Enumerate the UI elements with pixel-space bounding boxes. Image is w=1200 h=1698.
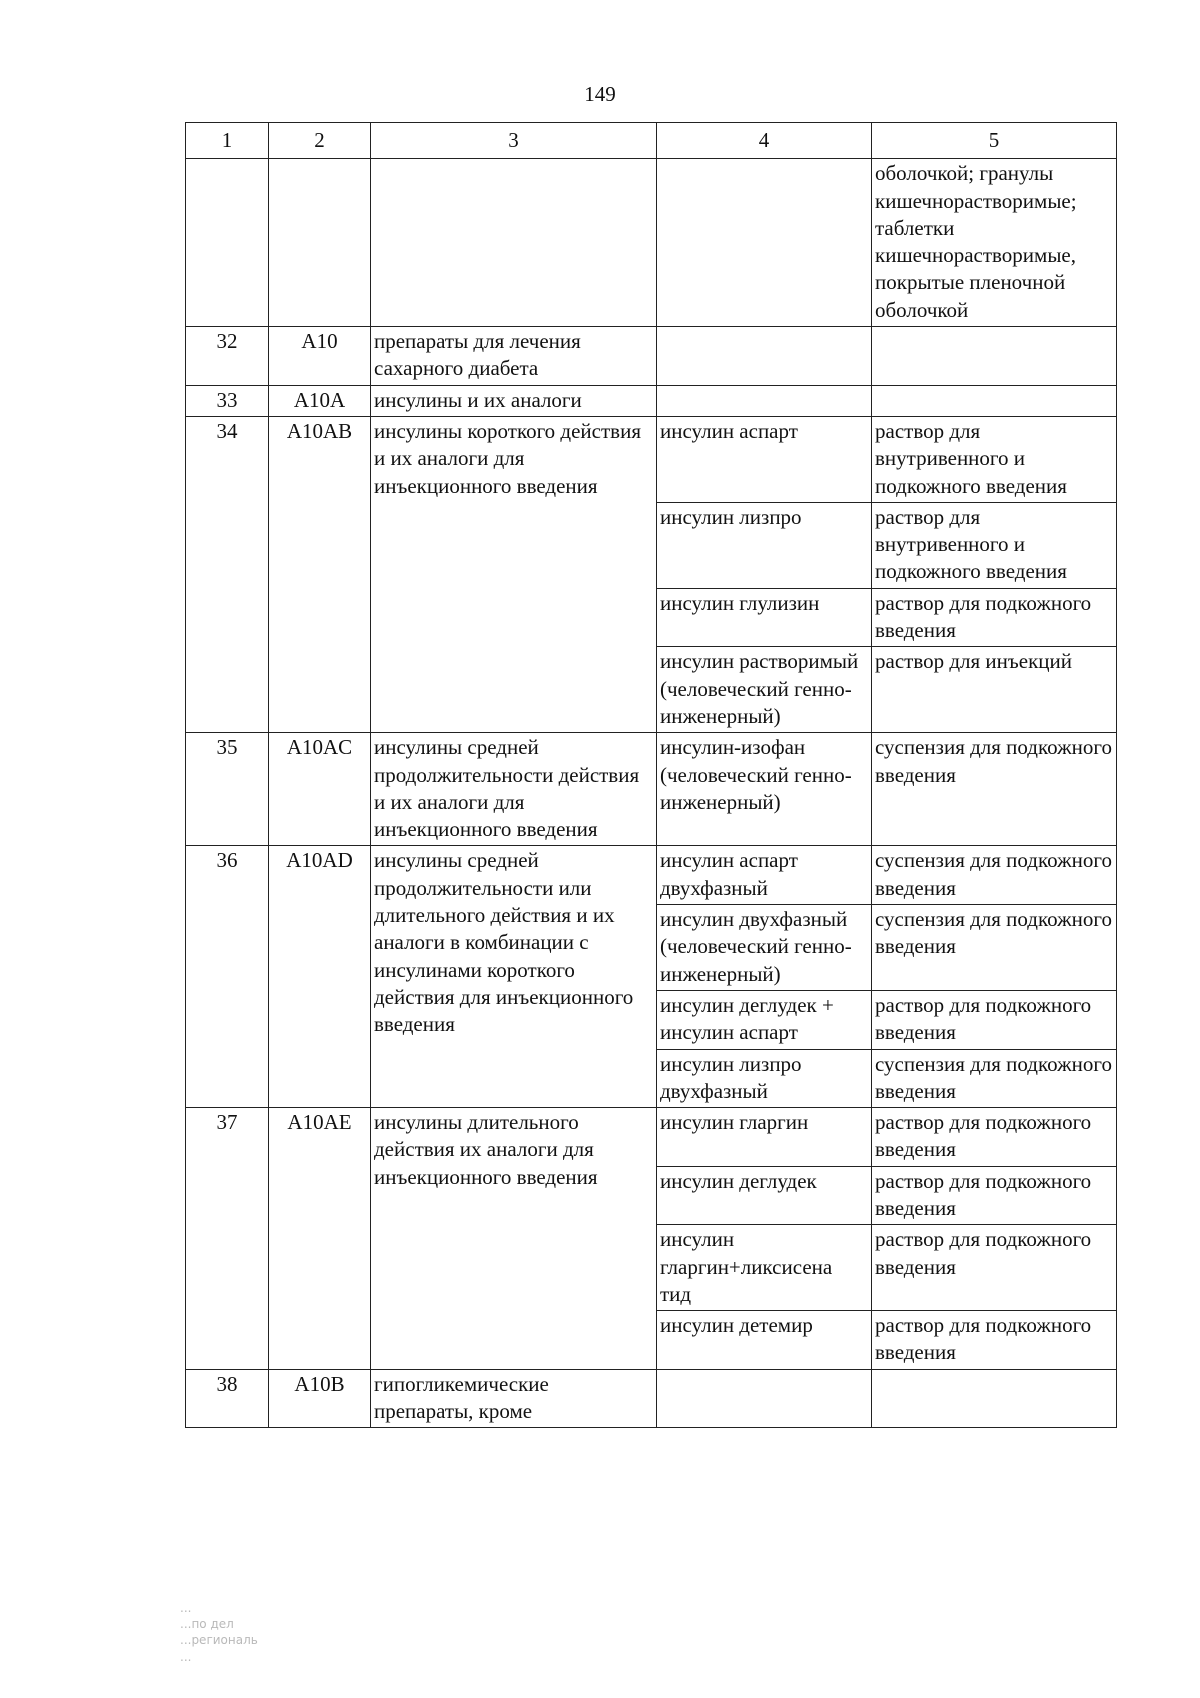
group-name: инсулины короткого действия и их аналоги для инъекционного введения [371, 416, 657, 732]
drug-name: инсулин детемир [657, 1311, 872, 1370]
drug-name: инсулин аспарт двухфазный [657, 846, 872, 905]
atc-code: A10AB [269, 416, 371, 732]
dosage-form: раствор для внутривенного и подкожного введения [872, 416, 1117, 502]
header-cell: 3 [371, 123, 657, 159]
dosage-form: раствор для подкожного введения [872, 1166, 1117, 1225]
stamp-line: ... [180, 1649, 192, 1664]
row-number: 37 [186, 1108, 269, 1370]
drug-name: инсулин лизпро [657, 502, 872, 588]
header-cell: 1 [186, 123, 269, 159]
dosage-form: суспензия для подкожного введения [872, 1049, 1117, 1108]
drug-name: инсулин деглудек + инсулин аспарт [657, 990, 872, 1049]
group-name: гипогликемические препараты, кроме [371, 1369, 657, 1428]
atc-code: A10AC [269, 733, 371, 846]
table-row [186, 1369, 1117, 1428]
drug-name: инсулин лизпро двухфазный [657, 1049, 872, 1108]
atc-code: A10AD [269, 846, 371, 1108]
drug-name: инсулин двухфазный (человеческий генно-инженерный) [657, 905, 872, 991]
faint-stamp [180, 1600, 370, 1665]
dosage-form: раствор для подкожного введения [872, 1311, 1117, 1370]
row-number: 36 [186, 846, 269, 1108]
table-row [186, 1108, 1117, 1167]
drug-name: инсулин растворимый (человеческий генно-инженерный) [657, 647, 872, 733]
dosage-form: раствор для подкожного введения [872, 1225, 1117, 1311]
table-row [186, 416, 1117, 502]
dosage-form: раствор для инъекций [872, 647, 1117, 733]
row-number: 33 [186, 385, 269, 416]
dosage-form: раствор для подкожного введения [872, 990, 1117, 1049]
drug-name: инсулин гларгин+ликсисена тид [657, 1225, 872, 1311]
atc-code: A10B [269, 1369, 371, 1428]
dosage-form: суспензия для подкожного введения [872, 733, 1117, 846]
drug-name: инсулин гларгин [657, 1108, 872, 1167]
dosage-form: суспензия для подкожного введения [872, 846, 1117, 905]
stamp-line: ... [180, 1601, 192, 1615]
page-number: 149 [584, 82, 616, 106]
header-cell: 2 [269, 123, 371, 159]
table-row [186, 159, 1117, 327]
atc-code: A10A [269, 385, 371, 416]
table-row [186, 846, 1117, 905]
row-number: 38 [186, 1369, 269, 1428]
stamp-line: ...по дел [180, 1617, 234, 1632]
drug-name: инсулин-изофан (человеческий генно-инженерный) [657, 733, 872, 846]
dosage-form: раствор для подкожного введения [872, 1108, 1117, 1167]
drug-table [185, 122, 1117, 1428]
table-row [186, 733, 1117, 846]
row-number: 34 [186, 416, 269, 732]
drug-name: инсулин аспарт [657, 416, 872, 502]
dosage-form: оболочкой; гранулы кишечнорастворимые; таблетки кишечнорастворимые, покрытые пленочной оболочкой [872, 159, 1117, 327]
dosage-form: раствор для внутривенного и подкожного введения [872, 502, 1117, 588]
header-cell: 4 [657, 123, 872, 159]
group-name: инсулины средней продолжительности или длительного действия и их аналоги в комбинации с инсулинами короткого действия для инъекционного введения [371, 846, 657, 1108]
stamp-line: ...региональ [180, 1633, 258, 1648]
dosage-form: суспензия для подкожного введения [872, 905, 1117, 991]
group-name: инсулины и их аналоги [371, 385, 657, 416]
group-name: препараты для лечения сахарного диабета [371, 327, 657, 386]
row-number: 32 [186, 327, 269, 386]
table-row [186, 385, 1117, 416]
group-name: инсулины длительного действия их аналоги для инъекционного введения [371, 1108, 657, 1370]
header-cell: 5 [872, 123, 1117, 159]
table-row [186, 327, 1117, 386]
drug-name: инсулин глулизин [657, 588, 872, 647]
row-number: 35 [186, 733, 269, 846]
dosage-form: раствор для подкожного введения [872, 588, 1117, 647]
drug-name: инсулин деглудек [657, 1166, 872, 1225]
group-name: инсулины средней продолжительности действия и их аналоги для инъекционного введения [371, 733, 657, 846]
atc-code: A10 [269, 327, 371, 386]
atc-code: A10AE [269, 1108, 371, 1370]
table-header-row [186, 123, 1117, 159]
